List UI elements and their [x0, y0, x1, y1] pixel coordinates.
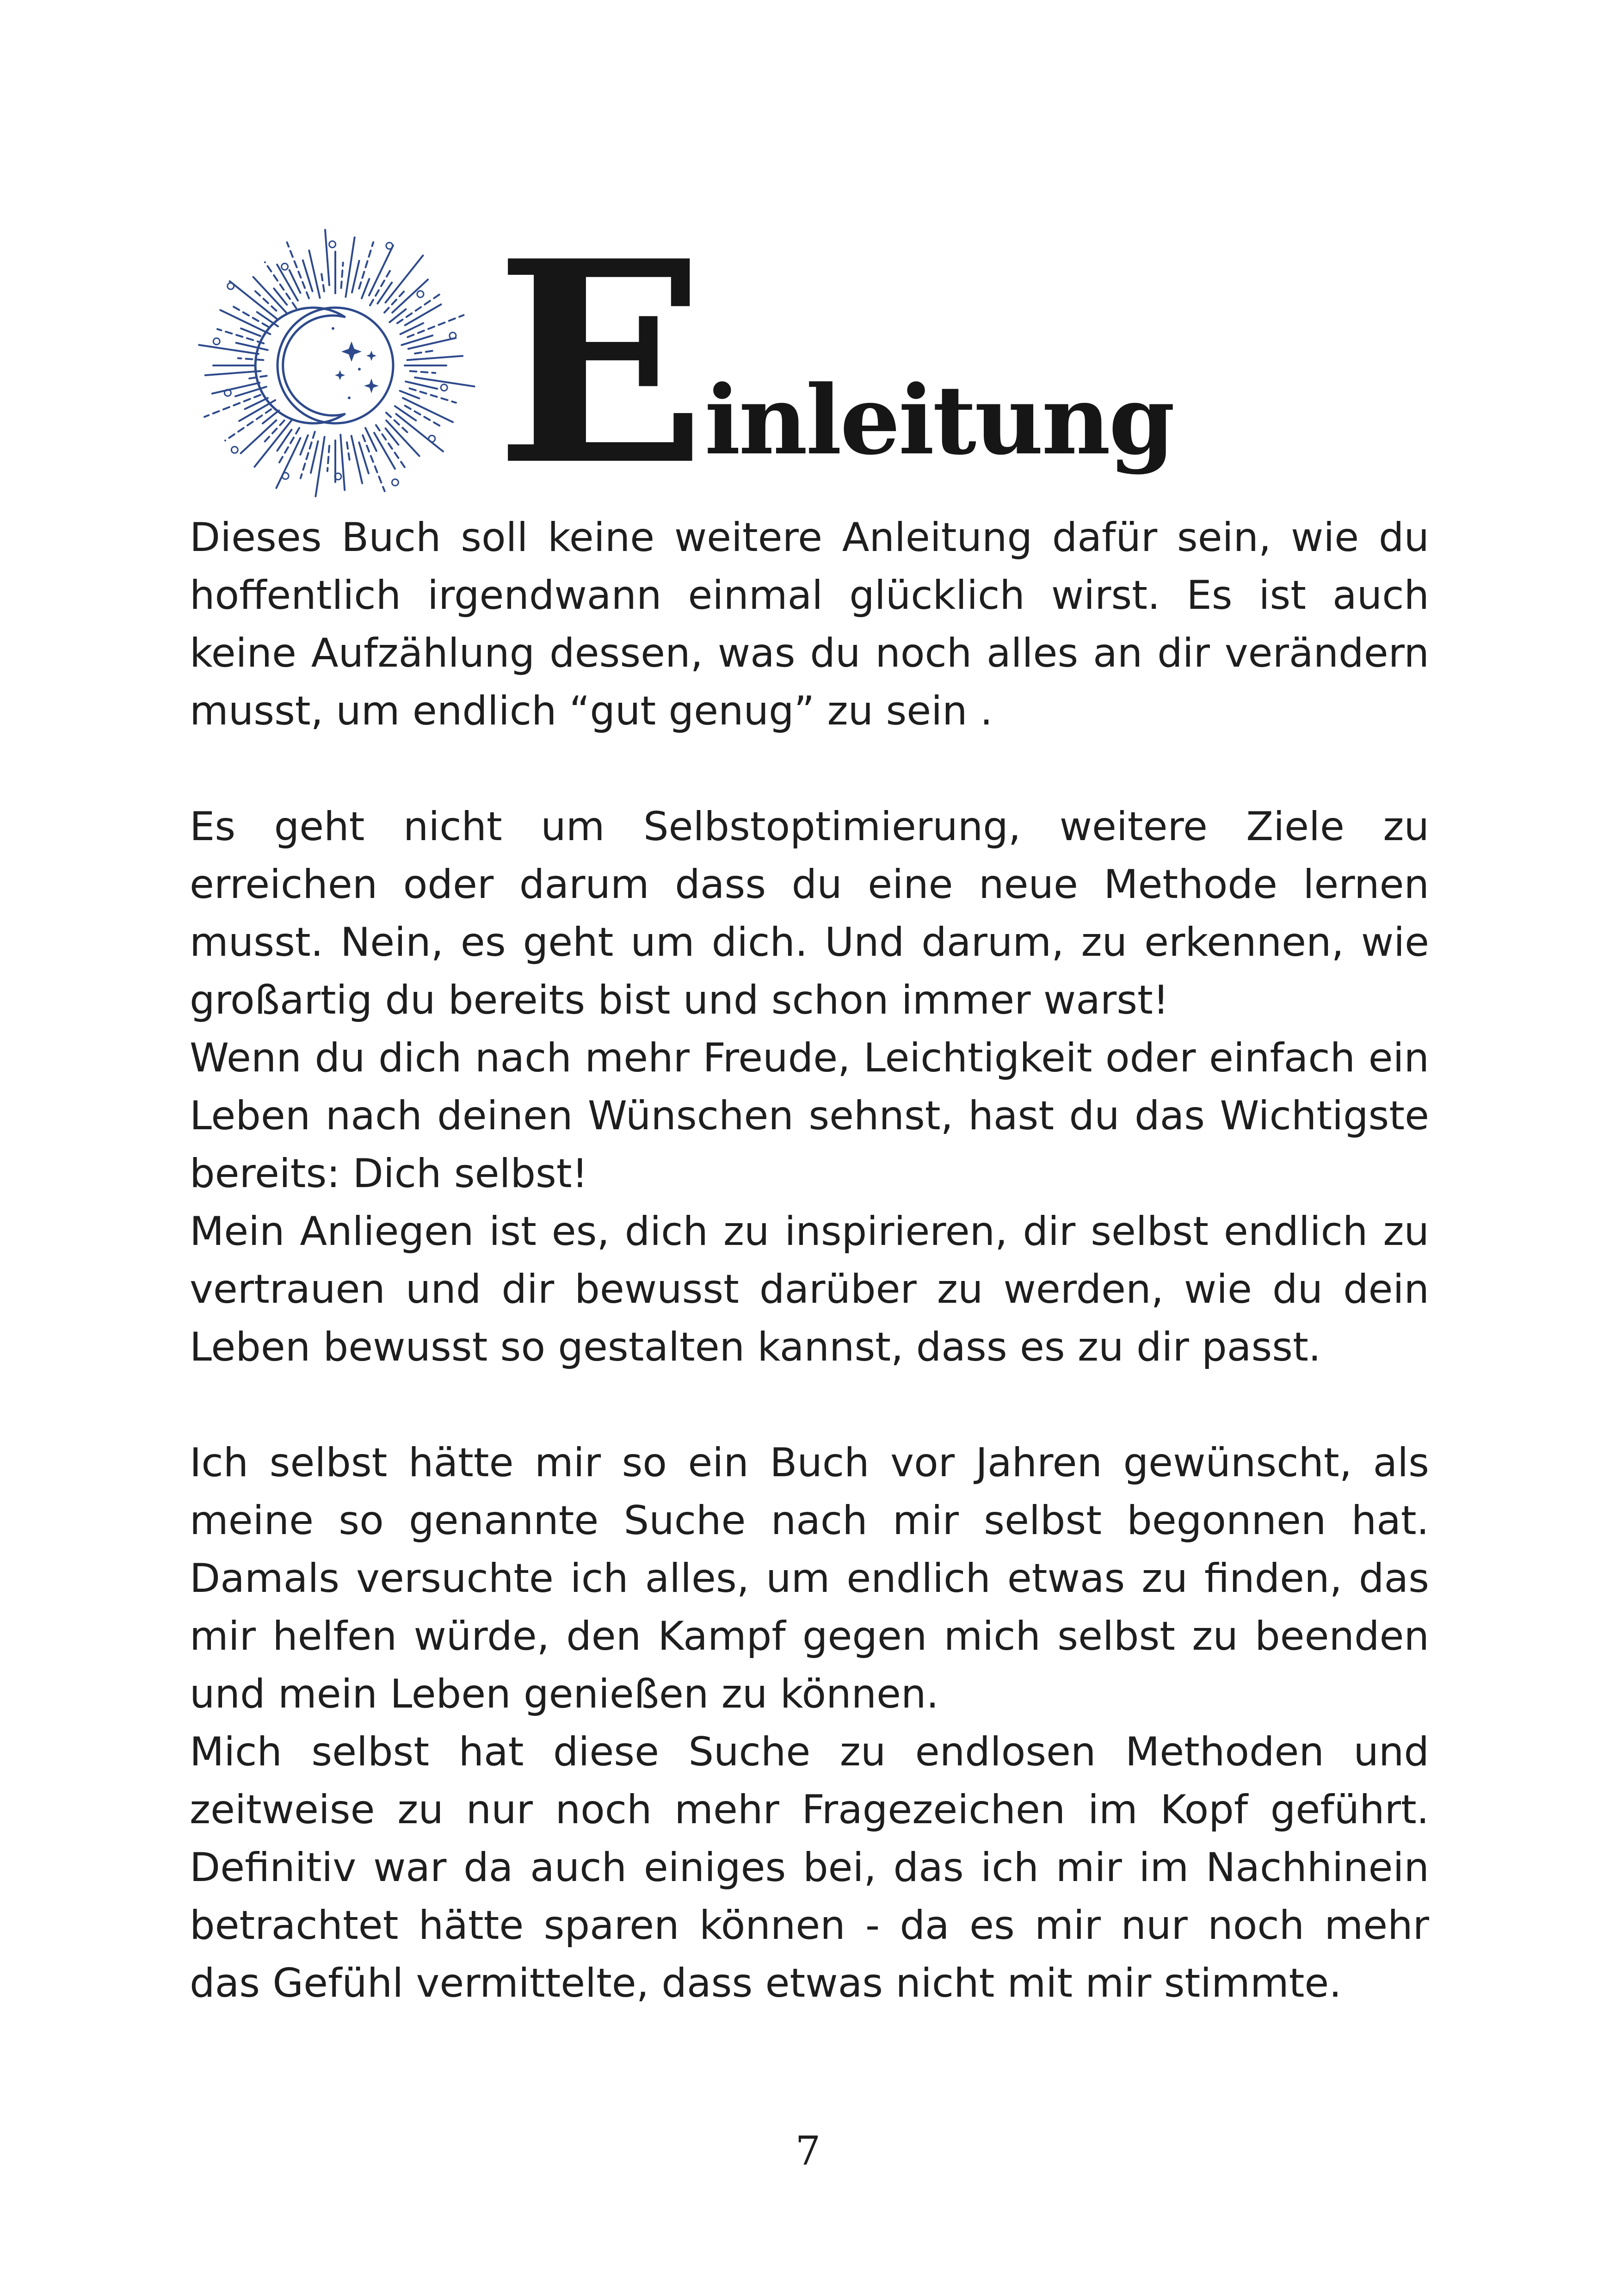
chapter-heading	[495, 200, 1173, 526]
sunburst-ray	[407, 356, 463, 360]
sunburst-ray	[311, 441, 318, 473]
sunburst-ray	[352, 261, 359, 292]
sunburst-dot	[228, 283, 234, 289]
sunburst-ray	[406, 382, 437, 389]
paragraph-2: Es geht nicht um Selbstoptimierung, weitere Ziele zu erreichen oder darum dass du eine neue Methode lernen musst. Nein, es geht um dich. Und darum, zu erkennen, wie großartig du bereits bist und schon immer warst!	[190, 804, 1429, 1023]
paragraph-4: Mein Anliegen ist es, dich zu inspirieren, dir selbst endlich zu vertrauen und dir bewusst darüber zu werden, wie du dein Leben bewusst so gestalten kannst, dass es zu dir passt.	[190, 1208, 1429, 1370]
sunburst-dot	[441, 384, 447, 391]
sunburst-ray	[415, 350, 436, 353]
sunburst-ray	[396, 414, 443, 452]
heading-rest: inleitung	[704, 365, 1173, 476]
sunburst-ray	[309, 250, 320, 297]
sunburst-ray	[238, 358, 264, 360]
sunburst-dot	[213, 338, 220, 345]
sunburst-ray	[340, 435, 345, 490]
sunburst-ray	[347, 442, 350, 463]
sunburst-ray	[408, 338, 456, 349]
sunburst-dot	[329, 241, 336, 248]
paragraph-6: Mich selbst hat diese Suche zu endlosen Methoden und zeitweise zu nur noch mehr Fragezeichen im Kopf geführt. Definitiv war da auch einiges bei, das ich mir im Nachhinein betrachtet hätte sparen können - da es mir nur noch mehr das Gefühl vermittelte, dass etwas nicht mit mir stimmte.	[190, 1729, 1429, 2006]
paragraph-5: Ich selbst hätte mir so ein Buch vor Jahren gewünscht, als meine so genannte Suche nach mir selbst begonnen hat. Damals versuchte ich alles, um endlich etwas zu finden, das mir helfen würde, den Kampf gegen mich selbst zu beenden und mein Leben genießen zu können.	[190, 1440, 1429, 1717]
heading-initial: E	[495, 200, 702, 526]
sunburst-ray	[253, 289, 276, 311]
paragraph-1: Dieses Buch soll keine weitere Anleitung dafür sein, wie du hoffentlich irgendwann einmal glücklich wirst. Es ist auch keine Aufzählung dessen, was du noch alles an dir verändern musst, um endlich “gut genug” zu sein .	[190, 514, 1429, 734]
sunburst-dot	[282, 473, 289, 479]
body-text	[190, 509, 1429, 2012]
moon-sun-stars-icon	[187, 217, 483, 514]
sunburst-dot	[429, 435, 435, 442]
paragraph-3: Wenn du dich nach mehr Freude, Leichtigkeit oder einfach ein Leben nach deinen Wünschen sehnst, hast du das Wichtigste bereits: Dich selbst!	[190, 1035, 1429, 1197]
sunburst-ray	[410, 389, 456, 403]
sunburst-dot	[231, 446, 238, 453]
sunburst-dot	[386, 242, 393, 249]
sunburst-dot	[282, 263, 288, 270]
sunburst-dot	[417, 291, 424, 297]
sunburst-ray	[377, 283, 392, 303]
sunburst-dot	[392, 479, 398, 486]
sunburst-ray	[225, 409, 271, 441]
sunburst-ray	[241, 420, 277, 453]
sunburst-ray	[395, 406, 416, 421]
sunburst-ray	[241, 328, 260, 336]
sunburst-ray	[254, 420, 292, 467]
sunburst-ray	[321, 271, 324, 291]
sunburst-ray	[257, 312, 278, 327]
sunburst-ray	[410, 371, 436, 373]
sunburst-ray	[359, 242, 373, 288]
sunburst-ray	[277, 430, 291, 451]
sunburst-ray	[327, 446, 329, 471]
sunburst-ray	[389, 309, 406, 322]
sunburst-ray	[301, 432, 315, 478]
sunburst-ray	[341, 263, 343, 288]
sunburst-ray	[325, 230, 329, 285]
sunburst-ray	[230, 281, 277, 319]
sunburst-ray	[205, 371, 261, 375]
sunburst-ray	[352, 436, 362, 483]
sunburst-ray	[300, 435, 308, 455]
sunburst-ray	[386, 421, 419, 456]
page-number: 7	[795, 2128, 821, 2174]
sunburst-ray	[217, 329, 264, 343]
